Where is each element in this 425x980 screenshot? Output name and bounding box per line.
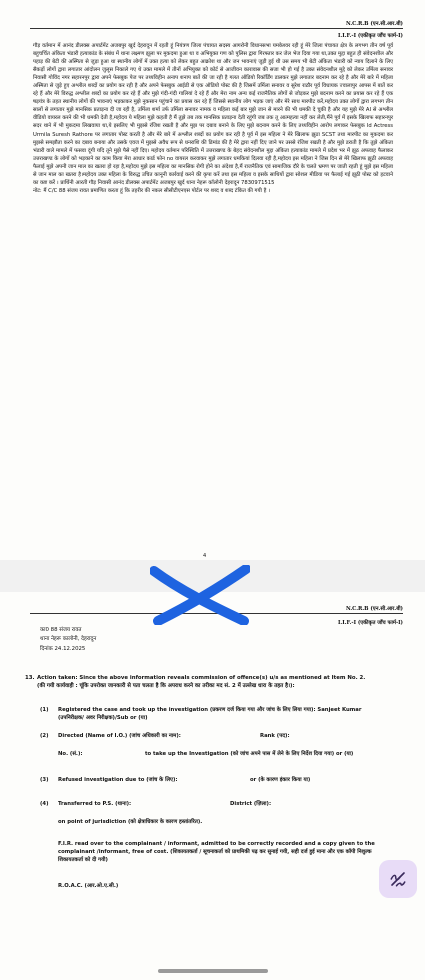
edit-scribble-icon	[389, 870, 407, 888]
header-ncrb: N.C.R.B (एन.सी.आर.बी)	[345, 21, 403, 27]
item-3-rest: or (के कारण इंकार किया या)	[250, 777, 311, 783]
officer-address	[40, 626, 96, 654]
complaint-text: गौड़ वर्तमान में आनंद डीलक्स अपार्टमेंट अजबपुर खुर्द देहरादून में रहती हूं नियंत्रण जिला पंचायत सदस्य आगरोनी विधानसभा यमकेश्वर रही हूं मेरे जिला पंचायत क्षेत्र के लगभग तीन वर्ष पूर्व बहुचर्चित अंकिता भंडारी हत्याकांड के संबंध में थाना लक्ष्मण झूला पर मुकदमा हुआ था व अभियुक्त गण को पुलिस द्वारा गिरफ्तार कर जेल भेज दिया गया था,उक्त मुद्दा बहुत ही संवेदनशील और पहाड़ की बेटी की अस्मिता से जुड़ा हुआ था स्थानीय लोगों में उक्त हत्या को लेकर बहुत आक्रोश था और जन भावनाएं जुड़ी हुई थी उस समय भी बेटी अंकिता भंडारी को न्याय दिलाने के लिए सैकड़ों लोगों द्वारा लगातार आंदोलन जुलूस निकाले गए थे उक्त मामले में तीनों अभियुक्त को कोर्ट से आजीवन कारावास की सजा भी हो गई है उक्त संवेदनशील मुद्दे को लेकर उर्मिला सनावर निवासी गोविंद नगर सहारनपुर द्वारा अपने फेसबुक पेज पर तथ्यविहीन अनाप शनाप बातें की जा रही है गलत ऑडियो रिकॉर्डिंग डालकर मुझे लगातार बदनाम कर रहे है और मेरे बारे में महिला अस्मिता से जुड़े हुए अश्लील शब्दों का प्रयोग कर रही है और अपने फेसबुक आईडी से एक ऑडियो पोस्ट की है जिसमें उर्मिला सनावर व सुरेश राठौर पूर्व विधायक ज्वालापुर आपस में बातें कर रहे हैं और मेरे विरुद्ध अश्लील शब्दों का प्रयोग कर रहे हैं और मुझे गंदी-गंदी गालियां दे रहे हैं और मेरा नाम अन्य कई राजनैतिक लोगों से जोड़कर मुझे बदनाम करने का प्रयास कर रहे हैं एक षड़यंत्र के तहत स्थानीय लोगों की भावनाएं भड़काकर मुझे नुकसान पहुंचाने का प्रयास कर रहे हैं जिससे स्थानीय लोग भड़क जाएं और मेरे साथ मारपीट करें,महोदय उक्त लोगों द्वारा लगभग तीन सालों से लगातार मुझे मानसिक प्रताड़ना दी जा रही है, उर्मिला शर्मा उर्फ उर्मिला सनावर नामक व महिला कई बार मुझे जान से मारने की भी धमकी दे चुकी है और यह मुझे मेरे AI से अश्लील वीडियो वायरल करने की भी धमकी देती है,महोदय ये महिला मुझे कहती है मैं तुझे तब तक मानसिक प्रताड़ना देती रहूंगी जब तक तू आत्महत्या नहीं कर लेती,मैंने पूर्व में इसके खिलाफ सहारनपुर सदर थाने में भी मुकदमा लिखवाया था,ये इसलिए भी मुझसे रंजिश रखती है और मुझ पर दबाव बनाने के लिए मुझे बदनाम करने के लिए तथ्यविहीन आरोप लगाकर फेसबुक Id Actress Urmila Suresh Rathore पर लगातार पोस्ट करती है और मेरे बारे में अश्लील शब्दों का प्रयोग कर रही है पूर्व में इस महिला ने मेरे खिलाफ झूठा SCST तथा मारपीट का मुकदमा कर मुझसे समझौता करने का दबाव बनाया और उसके एवज में मुझसे अवैध रूप से धनराशि की डिमांड की है मेरे द्वारा नहीं दिए जाने पर उससे रंजिश रखती है और मुझे डराती है कि तुझे अंकिता भंडारी वाले मामले में फसवा दूंगी यदि तूने मुझे पैसे नहीं दिए। महोदय वर्तमान परिस्थिति में उत्तराखण्ड के बेहद संवेदनशील मुद्दा अंकिता हत्याकांड मामले में प्रदेश भर में झूठ अफवाह फैलाकर उत्तराखण्ड के लोगों को भड़काने का काम किया मेरा आधार कार्ड फोन no वायरल करवाकर मुझे लगातार धमकियां दिलवा रही है,महोदय इस महिला ने जिस दिन से मेरे खिलाफ झूठी अफवाह फैलाई मुझे अपनी जान माल का खतरा हो रहा है,महोदय मुझे इस महिला का मानसिक रोगी होने का अंदेशा है,मैं राजनैतिक एवं सामाजिक दौरे के चलते भ्रमण पर जाती रहती हूं मुझे इस महिला से जान माल का खतरा है।महोदय उक्त महिला के विरुद्ध उचित कानूनी कार्रवाई करने की कृपा करें तथा इस महिला व इसके साथियों द्वारा सोशल मीडिया पर फैलाई गई झूठी पोस्ट को हटवाने का कष्ट करें । प्रार्थिनी आरती गौड़ निवासी आनंद डीलक्स अपार्टमेंट अजबपुर खुर्द थाना नेहरू कॉलोनी देहरादून 7830971515	[33, 43, 393, 186]
header-form-title: I.I.F.-I (एकीकृत जाँच फार्म-I)	[338, 620, 403, 626]
header-ncrb: N.C.R.B (एन.सी.आर.बी)	[345, 606, 403, 612]
edit-fab-button[interactable]	[379, 860, 417, 898]
item-1-text: Registered the case and took up the investigation (प्रकरण दर्ज किया गया और जांच के लिए लिया गया): Sanjeet Kumar (उपनिरीक्षक/ अवर निरीक्षक)/Sub or (या)	[58, 707, 362, 722]
complaint-body-text	[33, 42, 393, 195]
home-indicator[interactable]	[158, 969, 268, 973]
section-heading-en: Action taken: Since the above information reveals commission of offence(s) u/s as mentioned at Item No. 2.	[37, 675, 366, 681]
item-3-number: (3)	[40, 777, 49, 783]
item-2-rank: Rank (पद):	[260, 733, 290, 739]
jurisdiction-text: on point of jurisdiction (को क्षेत्राधिकार के कारण हस्तांतरित).	[58, 819, 203, 825]
document-page-2	[0, 592, 425, 980]
item-4-text: Transferred to P.S. (थाना):	[58, 801, 132, 807]
item-2b-rest: to take up the Investigation (को जांच अपने पास में लेने के लिए निर्देश दिया गया) or (या)	[145, 751, 354, 757]
officer-name: का0 88 संजय रावत	[40, 627, 82, 633]
section-number: 13.	[25, 675, 35, 681]
section-heading	[37, 674, 392, 690]
blue-x-annotation	[150, 565, 250, 625]
item-2b-no: No. (सं.):	[58, 751, 83, 757]
header-form-title: I.I.F.-I (एकीकृत जाँच फार्म-I)	[338, 33, 403, 39]
item-2-text: Directed (Name of I.O.) (जांच अधिकारी का नाम):	[58, 733, 181, 739]
item-3-text: Refused investigation due to (जांच के लिए):	[58, 777, 178, 783]
item-1-number: (1)	[40, 707, 49, 713]
fir-readover-text: F.I.R. read over to the complainant / informant, admitted to be correctly recorded and a copy given to the complainant /informant, free of cost. (शिकायतकर्ता / सूचनाकर्ता को प्राथमिकी पढ़ कर सुनाई गयी, सही दर्ज हुई माना और एक कॉपी निशुल्क शिकायतकर्ता को दी गयी)	[58, 841, 375, 864]
section-heading-hi: (की गयी कार्यवाही : चूंकि उपरोक्त जानकारी से पता चलता है कि अपराध करने का तरीका मद सं. 2 में उल्लेख धारा के तहत है।):	[37, 683, 295, 690]
certification-note: नोट: मैं C/C 88 संजय रावत प्रमाणित करता हूं कि तहरीर की नकल सीसीटीएनएस पोर्टल पर शब्द व शब्द टंकित की गयी है ।	[33, 187, 271, 194]
page-number: 4	[203, 553, 207, 559]
date: दिनांक 24.12.2025	[40, 645, 86, 652]
roac-label: R.O.A.C. (आर.ओ.ए.सी.)	[58, 883, 119, 889]
item-2-number: (2)	[40, 733, 49, 739]
divider	[30, 28, 403, 29]
police-station: थाना नेहरू कालोनी, देहरादून	[40, 636, 97, 643]
item-4-district: District (ज़िला):	[230, 801, 272, 807]
item-4-number: (4)	[40, 801, 49, 807]
